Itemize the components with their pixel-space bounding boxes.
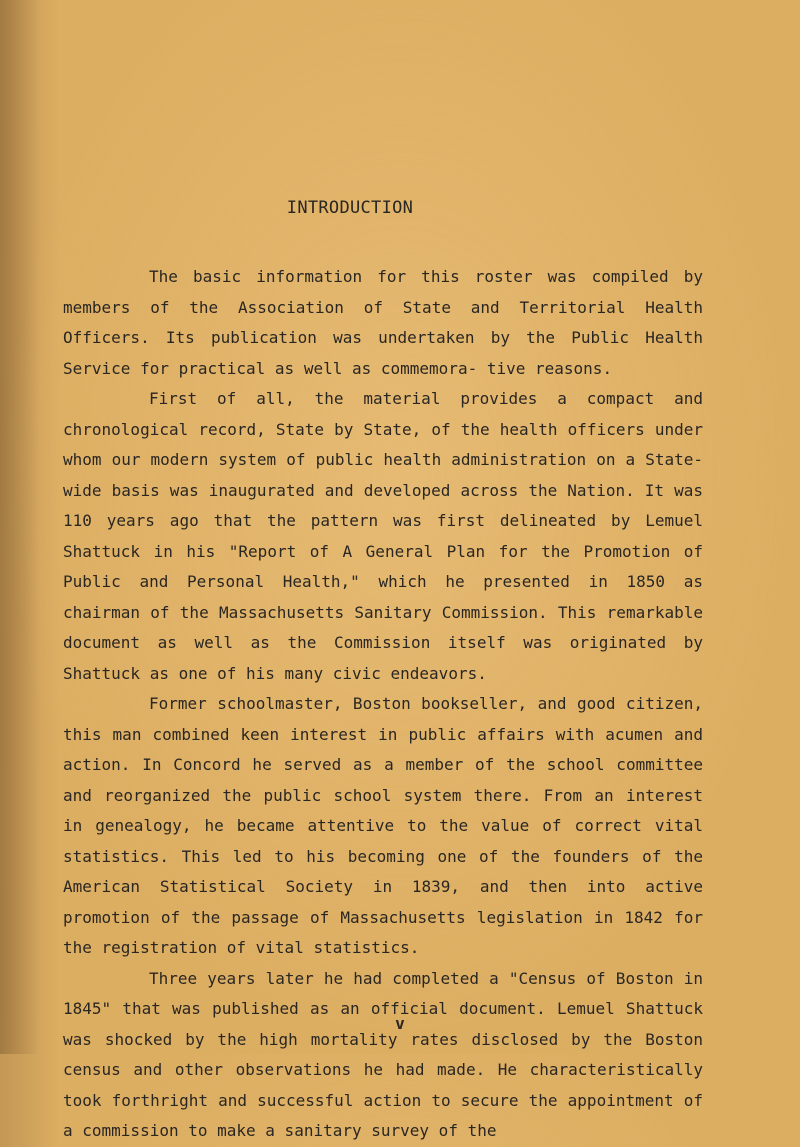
paragraph-1: The basic information for this roster was compiled by members of the Association of State and Territorial Health Officers. Its publication was undertaken by the Public Health Service for practical as well as commemora- tive reasons. — [63, 267, 703, 378]
paragraph-4: Three years later he had completed a "Census of Boston in 1845" that was published as an official document. Lemuel Shattuck was shocked by the high mortality rates disclosed by the Boston census and other observations he had made. He characteristically took forthright and successful action to secure the appointment of a commission to make a sanitary survey of the — [63, 968, 703, 1140]
page-title: INTRODUCTION — [286, 198, 414, 218]
paragraph-3: Former schoolmaster, Boston bookseller, and good citizen, this man combined keen interest in public affairs with acumen and action. In Concord he served as a member of the school committee and reorganized the public school system there. From an interest in genealogy, he became attentive to the value of correct vital statistics. This led to his becoming one of the founders of the American Statistical Society in 1839, and then into active promotion of the passage of Massachusetts legislation in 1842 for the registration of vital statistics. — [63, 694, 703, 957]
paragraph-2: First of all, the material provides a compact and chronological record, State by State, of the health officers under whom our modern system of public health administration on a State-wide basis was inaugurated and developed across the Nation. It was 110 years ago that the pattern was first delineated by Lemuel Shattuck in his "Report of A General Plan for the Promotion of Public and Personal Health," which he presented in 1850 as chairman of the Massachusetts Sanitary Commission. This remarkable document as well as the Commission itself was originated by Shattuck as one of his many civic endeavors. — [63, 389, 703, 683]
page-number: v — [395, 1014, 405, 1033]
page-edge-shadow — [0, 0, 40, 1054]
